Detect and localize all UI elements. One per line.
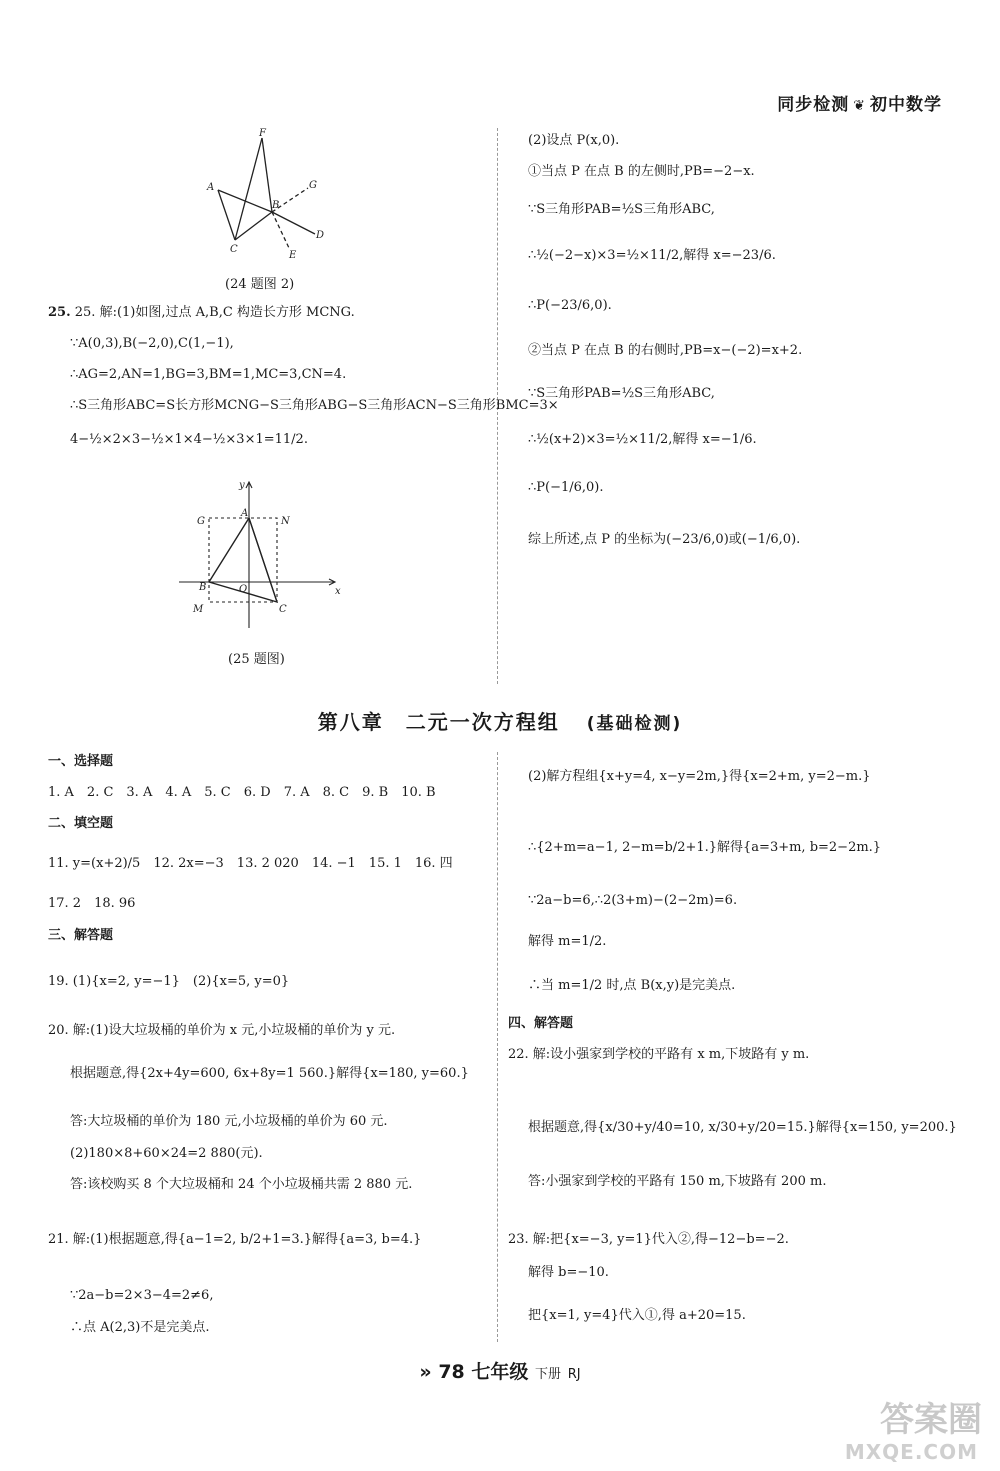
q23-line3: 把{x=1, y=4}代入①,得 a+20=15. [528, 1308, 746, 1323]
figure-24 [195, 128, 335, 263]
q20-line3: 答:大垃圾桶的单价为 180 元,小垃圾桶的单价为 60 元. [70, 1114, 388, 1129]
q21-line1: 21. 解:(1)根据题意,得{a−1=2, b/2+1=3.}解得{a=3, b=4.} [48, 1232, 422, 1247]
q25b-line2: ①当点 P 在点 B 的左侧时,PB=−2−x. [528, 164, 755, 179]
q21-line7: 解得 m=1/2. [528, 934, 607, 949]
volume-label: 下册 [535, 1367, 562, 1382]
q20-line5: 答:该校购买 8 个大垃圾桶和 24 个小垃圾桶共需 2 880 元. [70, 1177, 413, 1192]
header-series: 同步检测 [777, 95, 850, 115]
q25b-line5: ∴P(−23/6,0). [528, 298, 612, 313]
q25-line3: ∴AG=2,AN=1,BG=3,BM=1,MC=3,CN=4. [70, 367, 347, 382]
label-A: A [207, 182, 215, 193]
fig24-caption: (24 题图 2) [225, 277, 295, 292]
q25b-line4: ∴½(−2−x)×3=½×11/2,解得 x=−23/6. [528, 248, 776, 263]
label-M: M [193, 604, 204, 615]
q20-line4: (2)180×8+60×24=2 880(元). [70, 1146, 263, 1161]
axis-y-label: y [239, 480, 245, 491]
q19: 19. (1){x=2, y=−1} (2){x=5, y=0} [48, 974, 290, 989]
q25-line2: ∵A(0,3),B(−2,0),C(1,−1), [70, 336, 234, 351]
q20-line1: 20. 解:(1)设大垃圾桶的单价为 x 元,小垃圾桶的单价为 y 元. [48, 1023, 396, 1038]
q23-line2: 解得 b=−10. [528, 1265, 609, 1280]
figure-25 [175, 478, 350, 640]
q25b-line3: ∵S三角形PAB=½S三角形ABC, [528, 202, 715, 217]
chapter-title: 第八章 二元一次方程组 [317, 710, 560, 734]
fill-answers-1: 11. y=(x+2)/5 12. 2x=−3 13. 2 020 14. −1 15. 1 16. 四 [48, 856, 453, 871]
q25b-line8: ∴½(x+2)×3=½×11/2,解得 x=−1/6. [528, 432, 757, 447]
label-G: G [197, 516, 205, 527]
column-divider-bottom [497, 752, 498, 1342]
page-header [777, 90, 942, 115]
chapter-subtitle: (基础检测) [586, 714, 683, 734]
grade-label: 七年级 [471, 1361, 529, 1383]
label-D: D [316, 230, 325, 241]
label-A: A [241, 508, 249, 519]
edition-label: RJ [567, 1367, 581, 1382]
q22-line3: 答:小强家到学校的平路有 150 m,下坡路有 200 m. [528, 1174, 827, 1189]
section-fill: 二、填空题 [48, 816, 114, 831]
label-F: F [259, 128, 266, 139]
chevron-double-right-icon: » [419, 1361, 432, 1383]
q25-line1: 25. 25. 解:(1)如图,过点 A,B,C 构造长方形 MCNG. [48, 305, 355, 320]
label-B: B [199, 582, 207, 593]
page-footer [0, 1357, 1000, 1384]
section-solve-4: 四、解答题 [508, 1016, 574, 1031]
q25b-line10: 综上所述,点 P 的坐标为(−23/6,0)或(−1/6,0). [528, 532, 801, 547]
label-E: E [289, 250, 297, 261]
label-B: B [272, 200, 280, 211]
section-solve: 三、解答题 [48, 928, 114, 943]
label-N: N [281, 516, 290, 527]
leaf-icon: ❦ [853, 98, 866, 114]
label-C: C [230, 244, 238, 255]
q21-line5: ∴{2+m=a−1, 2−m=b/2+1.}解得{a=3+m, b=2−2m.} [528, 840, 882, 855]
q22-line1: 22. 解:设小强家到学校的平路有 x m,下坡路有 y m. [508, 1047, 810, 1062]
header-subject: 初中数学 [870, 95, 942, 115]
label-O: O [239, 584, 248, 595]
q21-line6: ∵2a−b=6,∴2(3+m)−(2−2m)=6. [528, 893, 738, 908]
watermark-logo: 答案圈 [880, 1400, 982, 1440]
q25-line4: ∴S三角形ABC=S长方形MCNG−S三角形ABG−S三角形ACN−S三角形BMC=3× [70, 398, 559, 413]
q21-line3: ∴点 A(2,3)不是完美点. [70, 1320, 210, 1335]
mc-answers: 1. A 2. C 3. A 4. A 5. C 6. D 7. A 8. C 9. B 10. B [48, 785, 436, 800]
page-number: 78 [438, 1361, 465, 1383]
q25-line5: 4−½×2×3−½×1×4−½×3×1=11/2. [70, 432, 308, 447]
q23-line1: 23. 解:把{x=−3, y=1}代入②,得−12−b=−2. [508, 1232, 789, 1247]
section-choice: 一、选择题 [48, 754, 114, 769]
q25b-line1: (2)设点 P(x,0). [528, 133, 620, 148]
q21-line8: ∴当 m=1/2 时,点 B(x,y)是完美点. [528, 978, 736, 993]
label-G: G [309, 180, 317, 191]
q20-line2: 根据题意,得{2x+4y=600, 6x+8y=1 560.}解得{x=180, y=60.} [70, 1066, 469, 1081]
q25b-line9: ∴P(−1/6,0). [528, 480, 604, 495]
q22-line2: 根据题意,得{x/30+y/40=10, x/30+y/20=15.}解得{x=150, y=200.} [528, 1120, 957, 1135]
fig25-caption: (25 题图) [228, 652, 285, 667]
q21-line4: (2)解方程组{x+y=4, x−y=2m,}得{x=2+m, y=2−m.} [528, 769, 871, 784]
axis-x-label: x [335, 586, 341, 597]
label-C: C [279, 604, 287, 615]
chapter-heading [0, 706, 1000, 735]
watermark-url: MXQE.COM [844, 1440, 978, 1464]
q25b-line7: ∵S三角形PAB=½S三角形ABC, [528, 386, 715, 401]
q25b-line6: ②当点 P 在点 B 的右侧时,PB=x−(−2)=x+2. [528, 343, 803, 358]
fill-answers-2: 17. 2 18. 96 [48, 896, 136, 911]
q21-line2: ∵2a−b=2×3−4=2≠6, [70, 1288, 214, 1303]
